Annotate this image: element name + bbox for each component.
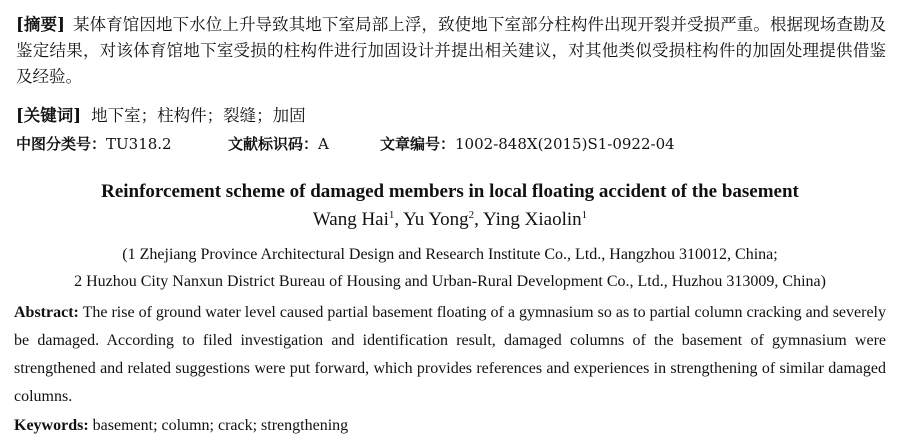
document-code-label: 文献标识码： bbox=[228, 135, 319, 153]
author-name: Wang Hai bbox=[312, 209, 389, 230]
english-keywords-label: Keywords: bbox=[14, 417, 89, 434]
english-abstract-text: The rise of ground water level caused partial basement floating of a gymnasium so as to partial column cracking and severely be damaged. According to filed investigation and identification result, damaged columns of the basement of gymnasium were strengthened and related suggestions were put forward, which provides references and experiences in strengthening of similar damaged columns. bbox=[14, 304, 886, 405]
chinese-keywords-text: 地下室；柱构件；裂缝；加固 bbox=[91, 106, 306, 125]
english-title: Reinforcement scheme of damaged members in local floating accident of the basement bbox=[101, 181, 799, 202]
english-keywords bbox=[14, 413, 886, 439]
document-code-value: A bbox=[318, 135, 329, 153]
author bbox=[403, 209, 483, 230]
english-abstract-label: Abstract: bbox=[14, 304, 79, 321]
author-affiliation-mark: 2 bbox=[468, 209, 475, 221]
clc-value: TU318.2 bbox=[106, 135, 172, 153]
english-keywords-text: basement; column; crack; strengthening bbox=[92, 417, 349, 434]
chinese-abstract bbox=[16, 12, 886, 90]
affiliation-line-2: 2 Huzhou City Nanxun District Bureau of Housing and Urban-Rural Development Co., Ltd., Huzhou 313009, China) bbox=[74, 273, 826, 290]
author-list bbox=[0, 208, 900, 232]
article-number bbox=[380, 135, 675, 153]
clc-number bbox=[16, 132, 228, 156]
author-separator: , bbox=[394, 209, 404, 230]
author-separator: , bbox=[474, 209, 483, 230]
english-abstract bbox=[14, 299, 886, 411]
chinese-abstract-text: 某体育馆因地下水位上升导致其地下室局部上浮，致使地下室部分柱构件出现开裂并受损严重。根据现场查勘及鉴定结果，对该体育馆地下室受损的柱构件进行加固设计并提出相关建议，对其他类似受损柱构件的加固处理提供借鉴及经验。 bbox=[16, 15, 886, 86]
author bbox=[313, 209, 403, 230]
author-affiliation-mark: 1 bbox=[388, 209, 395, 221]
article-number-label: 文章编号： bbox=[380, 135, 456, 153]
classification-row bbox=[16, 132, 886, 156]
document-code bbox=[228, 132, 380, 156]
chinese-keywords bbox=[16, 104, 886, 128]
clc-label: 中图分类号： bbox=[16, 135, 107, 153]
author-affiliation-mark: 1 bbox=[581, 209, 588, 221]
author bbox=[483, 209, 587, 230]
article-number-value: 1002-848X(2015)S1-0922-04 bbox=[455, 135, 675, 153]
author-name: Yu Yong bbox=[403, 209, 469, 230]
chinese-keywords-label: [关键词] bbox=[16, 106, 82, 125]
author-name: Ying Xiaolin bbox=[482, 209, 582, 230]
affiliation-line-1: (1 Zhejiang Province Architectural Design and Research Institute Co., Ltd., Hangzhou 310012, China; bbox=[122, 246, 778, 263]
chinese-abstract-label: [摘要] bbox=[16, 15, 65, 34]
